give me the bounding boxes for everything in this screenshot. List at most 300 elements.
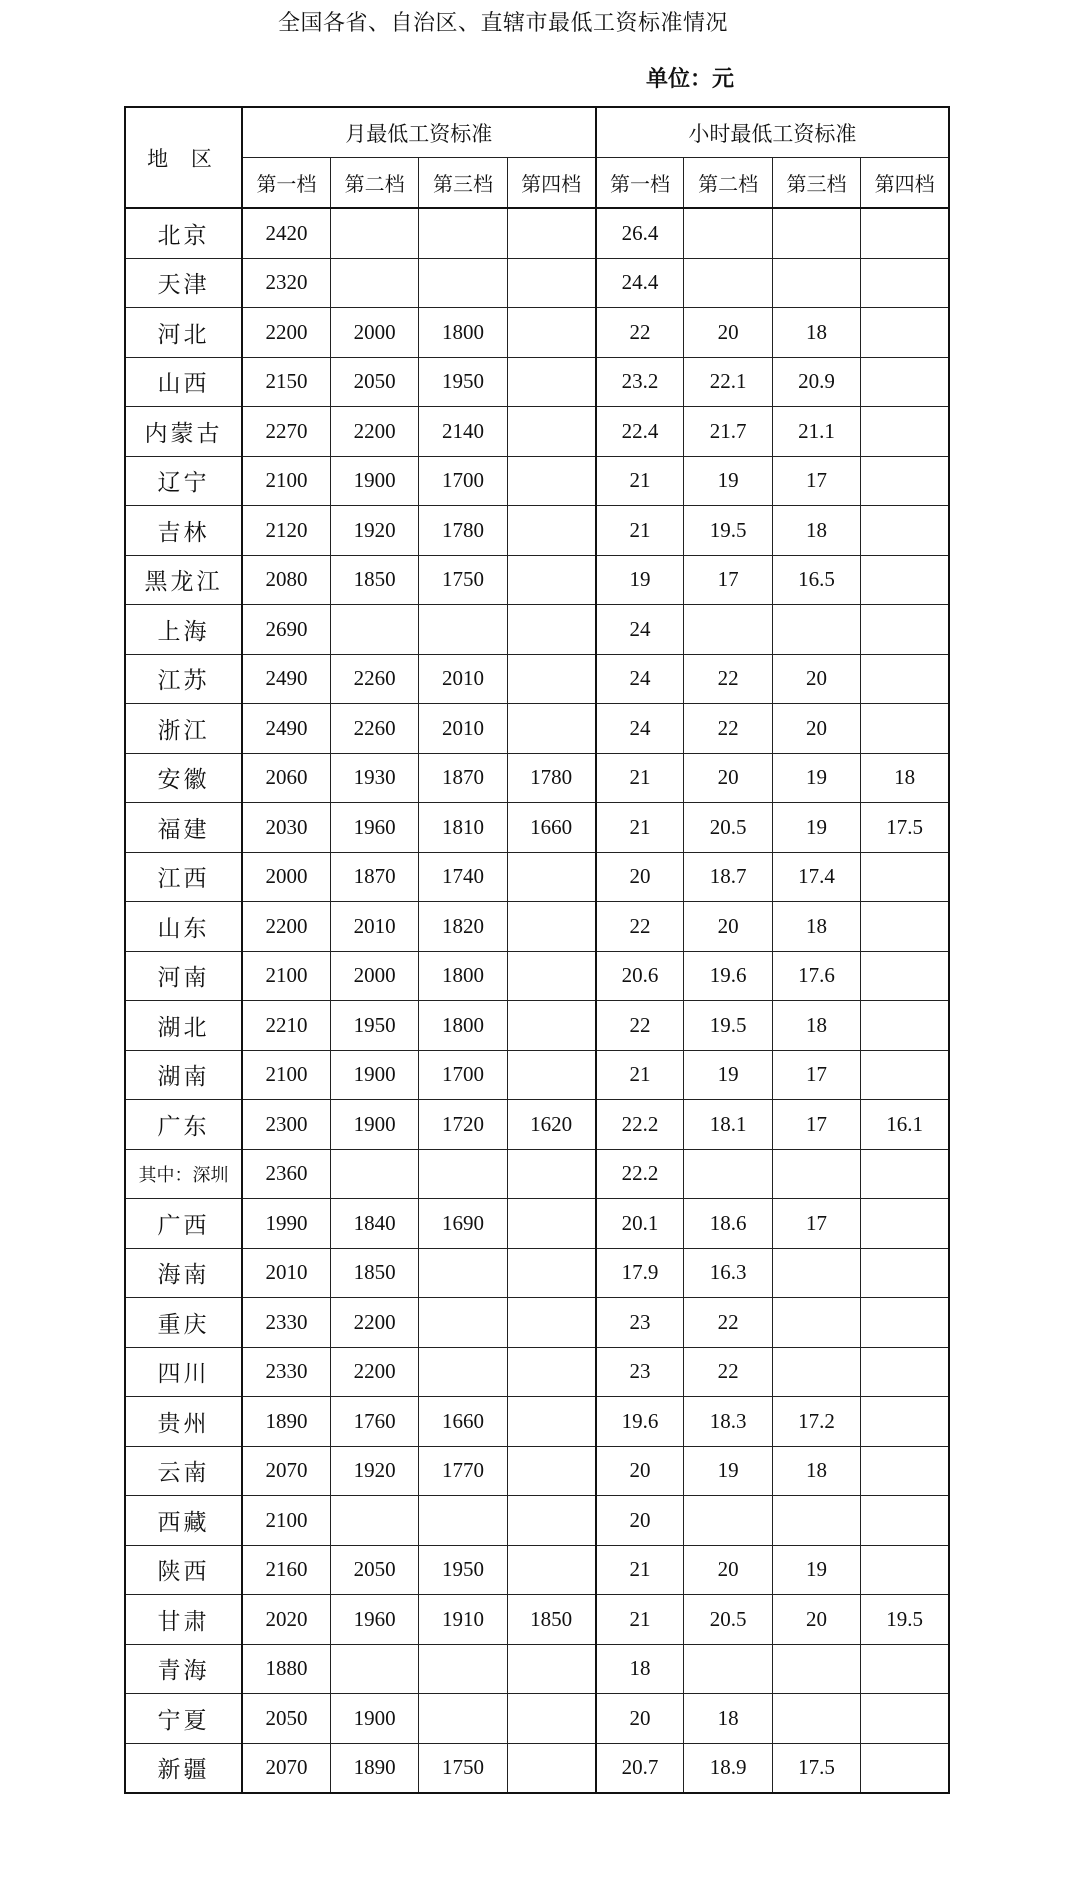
monthly-tier-2-cell: 1920 bbox=[330, 1446, 418, 1496]
monthly-tier-2-cell: 1850 bbox=[330, 1248, 418, 1298]
hourly-tier-2-cell: 21.7 bbox=[684, 407, 772, 457]
monthly-tier-1-cell: 2330 bbox=[242, 1347, 330, 1397]
monthly-tier-2-cell: 2260 bbox=[330, 704, 418, 754]
monthly-tier-2-cell: 1900 bbox=[330, 456, 418, 506]
hourly-tier-2-cell: 20 bbox=[684, 308, 772, 358]
monthly-tier-3-cell: 1690 bbox=[419, 1199, 507, 1249]
monthly-tier-1-cell: 2300 bbox=[242, 1100, 330, 1150]
hourly-tier-3-cell: 18 bbox=[772, 1446, 860, 1496]
region-column-header: 地 区 bbox=[125, 107, 242, 208]
hourly-tier-3-cell: 18 bbox=[772, 506, 860, 556]
hourly-tier-1-cell: 22.4 bbox=[596, 407, 684, 457]
monthly-tier-1-cell: 2100 bbox=[242, 1050, 330, 1100]
monthly-tier-2-cell bbox=[330, 1496, 418, 1546]
monthly-tier-1-cell: 1890 bbox=[242, 1397, 330, 1447]
table-row bbox=[125, 803, 949, 853]
monthly-tier-1-cell: 2070 bbox=[242, 1446, 330, 1496]
table-row bbox=[125, 1595, 949, 1645]
monthly-tier-2-cell: 1840 bbox=[330, 1199, 418, 1249]
hourly-tier-4-cell bbox=[861, 506, 949, 556]
region-cell: 新疆 bbox=[125, 1743, 242, 1793]
hourly-tier-1-cell: 20 bbox=[596, 1446, 684, 1496]
hourly-tier-3-cell: 19 bbox=[772, 1545, 860, 1595]
monthly-tier-3-cell bbox=[419, 1347, 507, 1397]
hourly-tier-2-cell: 19.5 bbox=[684, 1001, 772, 1051]
monthly-tier-4-cell bbox=[507, 1496, 595, 1546]
region-cell: 内蒙古 bbox=[125, 407, 242, 457]
table-row bbox=[125, 1100, 949, 1150]
monthly-tier-2-cell: 2260 bbox=[330, 654, 418, 704]
monthly-tier-4-cell bbox=[507, 1347, 595, 1397]
hourly-tier-4-cell bbox=[861, 1199, 949, 1249]
monthly-tier-3-cell: 1740 bbox=[419, 852, 507, 902]
hourly-tier-3-cell: 18 bbox=[772, 902, 860, 952]
monthly-tier-2-cell bbox=[330, 258, 418, 308]
hourly-tier-3-cell bbox=[772, 1496, 860, 1546]
monthly-tier-4-cell bbox=[507, 1545, 595, 1595]
hourly-tier-1-cell: 21 bbox=[596, 1050, 684, 1100]
hourly-tier-1-cell: 21 bbox=[596, 456, 684, 506]
hourly-tier-3-cell: 17 bbox=[772, 1050, 860, 1100]
monthly-tier-4-cell bbox=[507, 1397, 595, 1447]
region-cell: 河南 bbox=[125, 951, 242, 1001]
monthly-tier-4-cell: 1850 bbox=[507, 1595, 595, 1645]
hourly-tier-3-cell: 17 bbox=[772, 1100, 860, 1150]
hourly-tier-4-cell bbox=[861, 1397, 949, 1447]
hourly-tier-2-cell: 19 bbox=[684, 1446, 772, 1496]
region-cell: 青海 bbox=[125, 1644, 242, 1694]
table-row bbox=[125, 753, 949, 803]
hourly-tier-4-cell bbox=[861, 456, 949, 506]
hourly-tier-2-cell bbox=[684, 258, 772, 308]
hourly-tier-4-cell: 19.5 bbox=[861, 1595, 949, 1645]
hourly-tier-3-cell: 17.4 bbox=[772, 852, 860, 902]
monthly-tier-1-cell: 2200 bbox=[242, 902, 330, 952]
hourly-tier-2-cell: 20 bbox=[684, 902, 772, 952]
hourly-tier-3-cell: 17.2 bbox=[772, 1397, 860, 1447]
monthly-tier-2-cell bbox=[330, 208, 418, 258]
hourly-tier-1-cell: 21 bbox=[596, 753, 684, 803]
table-row bbox=[125, 1694, 949, 1744]
tier-header: 第二档 bbox=[330, 158, 418, 209]
monthly-tier-4-cell bbox=[507, 852, 595, 902]
hourly-tier-4-cell bbox=[861, 902, 949, 952]
hourly-tier-2-cell: 22.1 bbox=[684, 357, 772, 407]
monthly-tier-3-cell: 1910 bbox=[419, 1595, 507, 1645]
monthly-tier-2-cell bbox=[330, 1149, 418, 1199]
monthly-tier-2-cell: 1900 bbox=[330, 1050, 418, 1100]
monthly-group-header: 月最低工资标准 bbox=[242, 107, 596, 158]
monthly-tier-1-cell: 2420 bbox=[242, 208, 330, 258]
hourly-tier-2-cell: 18.1 bbox=[684, 1100, 772, 1150]
hourly-tier-3-cell bbox=[772, 1347, 860, 1397]
hourly-tier-1-cell: 21 bbox=[596, 1595, 684, 1645]
monthly-tier-1-cell: 2120 bbox=[242, 506, 330, 556]
monthly-tier-1-cell: 2360 bbox=[242, 1149, 330, 1199]
monthly-tier-1-cell: 2100 bbox=[242, 951, 330, 1001]
hourly-tier-1-cell: 18 bbox=[596, 1644, 684, 1694]
hourly-tier-1-cell: 20.6 bbox=[596, 951, 684, 1001]
monthly-tier-1-cell: 2050 bbox=[242, 1694, 330, 1744]
monthly-tier-4-cell bbox=[507, 605, 595, 655]
monthly-tier-2-cell: 2200 bbox=[330, 1298, 418, 1348]
unit-label: 单位：元 bbox=[646, 67, 735, 92]
monthly-tier-4-cell bbox=[507, 258, 595, 308]
hourly-tier-2-cell: 20 bbox=[684, 1545, 772, 1595]
table-row bbox=[125, 308, 949, 358]
hourly-tier-2-cell: 19 bbox=[684, 456, 772, 506]
monthly-tier-3-cell: 1780 bbox=[419, 506, 507, 556]
monthly-tier-4-cell: 1620 bbox=[507, 1100, 595, 1150]
monthly-tier-4-cell: 1780 bbox=[507, 753, 595, 803]
hourly-tier-1-cell: 19.6 bbox=[596, 1397, 684, 1447]
monthly-tier-3-cell: 1810 bbox=[419, 803, 507, 853]
table-body bbox=[125, 208, 949, 1793]
monthly-tier-1-cell: 2070 bbox=[242, 1743, 330, 1793]
hourly-tier-1-cell: 22 bbox=[596, 308, 684, 358]
region-cell: 浙江 bbox=[125, 704, 242, 754]
monthly-tier-1-cell: 2270 bbox=[242, 407, 330, 457]
monthly-tier-3-cell: 2010 bbox=[419, 704, 507, 754]
hourly-tier-4-cell: 16.1 bbox=[861, 1100, 949, 1150]
monthly-tier-3-cell: 1700 bbox=[419, 1050, 507, 1100]
table-row bbox=[125, 1397, 949, 1447]
hourly-tier-3-cell bbox=[772, 258, 860, 308]
monthly-tier-4-cell bbox=[507, 1743, 595, 1793]
monthly-tier-1-cell: 2490 bbox=[242, 654, 330, 704]
tier-header: 第四档 bbox=[861, 158, 949, 209]
table-row bbox=[125, 407, 949, 457]
monthly-tier-4-cell bbox=[507, 1446, 595, 1496]
hourly-tier-1-cell: 21 bbox=[596, 803, 684, 853]
monthly-tier-1-cell: 2030 bbox=[242, 803, 330, 853]
monthly-tier-3-cell: 1950 bbox=[419, 357, 507, 407]
tier-header: 第三档 bbox=[772, 158, 860, 209]
region-cell: 吉林 bbox=[125, 506, 242, 556]
region-cell: 上海 bbox=[125, 605, 242, 655]
hourly-tier-1-cell: 23 bbox=[596, 1298, 684, 1348]
monthly-tier-3-cell: 2140 bbox=[419, 407, 507, 457]
hourly-tier-1-cell: 22 bbox=[596, 902, 684, 952]
monthly-tier-2-cell: 2200 bbox=[330, 1347, 418, 1397]
table-row bbox=[125, 506, 949, 556]
monthly-tier-1-cell: 2150 bbox=[242, 357, 330, 407]
monthly-tier-2-cell: 1850 bbox=[330, 555, 418, 605]
hourly-tier-4-cell bbox=[861, 1050, 949, 1100]
monthly-tier-2-cell: 1900 bbox=[330, 1100, 418, 1150]
monthly-tier-4-cell bbox=[507, 456, 595, 506]
hourly-tier-3-cell: 17.5 bbox=[772, 1743, 860, 1793]
hourly-tier-2-cell: 20 bbox=[684, 753, 772, 803]
hourly-tier-2-cell: 18 bbox=[684, 1694, 772, 1744]
monthly-tier-1-cell: 2160 bbox=[242, 1545, 330, 1595]
monthly-tier-3-cell: 2010 bbox=[419, 654, 507, 704]
table-row bbox=[125, 1545, 949, 1595]
hourly-tier-4-cell bbox=[861, 1694, 949, 1744]
table-row bbox=[125, 1644, 949, 1694]
monthly-tier-3-cell bbox=[419, 1248, 507, 1298]
region-cell: 山西 bbox=[125, 357, 242, 407]
monthly-tier-3-cell: 1800 bbox=[419, 308, 507, 358]
monthly-tier-1-cell: 2020 bbox=[242, 1595, 330, 1645]
hourly-tier-4-cell bbox=[861, 1347, 949, 1397]
region-cell: 贵州 bbox=[125, 1397, 242, 1447]
region-cell: 江苏 bbox=[125, 654, 242, 704]
table-row bbox=[125, 1199, 949, 1249]
monthly-tier-4-cell bbox=[507, 1001, 595, 1051]
monthly-tier-4-cell bbox=[507, 951, 595, 1001]
hourly-tier-3-cell bbox=[772, 208, 860, 258]
hourly-tier-1-cell: 26.4 bbox=[596, 208, 684, 258]
monthly-tier-3-cell bbox=[419, 1496, 507, 1546]
region-cell: 云南 bbox=[125, 1446, 242, 1496]
hourly-tier-3-cell bbox=[772, 1149, 860, 1199]
monthly-tier-4-cell bbox=[507, 1644, 595, 1694]
hourly-tier-2-cell bbox=[684, 605, 772, 655]
table-row bbox=[125, 605, 949, 655]
hourly-tier-3-cell bbox=[772, 1248, 860, 1298]
region-cell: 天津 bbox=[125, 258, 242, 308]
monthly-tier-1-cell: 2330 bbox=[242, 1298, 330, 1348]
monthly-tier-3-cell: 1800 bbox=[419, 951, 507, 1001]
hourly-tier-1-cell: 21 bbox=[596, 1545, 684, 1595]
table-row bbox=[125, 1446, 949, 1496]
hourly-tier-3-cell bbox=[772, 1644, 860, 1694]
hourly-tier-4-cell bbox=[861, 654, 949, 704]
hourly-tier-3-cell: 17 bbox=[772, 456, 860, 506]
monthly-tier-1-cell: 2100 bbox=[242, 1496, 330, 1546]
hourly-tier-4-cell bbox=[861, 704, 949, 754]
region-cell: 河北 bbox=[125, 308, 242, 358]
hourly-tier-2-cell: 20.5 bbox=[684, 803, 772, 853]
hourly-tier-4-cell bbox=[861, 951, 949, 1001]
region-cell: 湖南 bbox=[125, 1050, 242, 1100]
hourly-tier-2-cell bbox=[684, 1496, 772, 1546]
monthly-tier-2-cell: 2050 bbox=[330, 1545, 418, 1595]
hourly-tier-4-cell bbox=[861, 208, 949, 258]
hourly-tier-4-cell bbox=[861, 1446, 949, 1496]
hourly-tier-3-cell: 20 bbox=[772, 1595, 860, 1645]
hourly-tier-4-cell: 18 bbox=[861, 753, 949, 803]
hourly-tier-3-cell: 21.1 bbox=[772, 407, 860, 457]
hourly-tier-4-cell bbox=[861, 605, 949, 655]
hourly-tier-1-cell: 24.4 bbox=[596, 258, 684, 308]
hourly-tier-4-cell bbox=[861, 308, 949, 358]
monthly-tier-2-cell: 1930 bbox=[330, 753, 418, 803]
hourly-tier-3-cell bbox=[772, 1298, 860, 1348]
hourly-tier-1-cell: 23 bbox=[596, 1347, 684, 1397]
monthly-tier-1-cell: 2200 bbox=[242, 308, 330, 358]
hourly-tier-1-cell: 23.2 bbox=[596, 357, 684, 407]
hourly-tier-2-cell: 17 bbox=[684, 555, 772, 605]
monthly-tier-3-cell bbox=[419, 605, 507, 655]
monthly-tier-3-cell bbox=[419, 1149, 507, 1199]
hourly-tier-4-cell bbox=[861, 1298, 949, 1348]
hourly-tier-3-cell: 20 bbox=[772, 704, 860, 754]
table-row bbox=[125, 456, 949, 506]
region-cell: 西藏 bbox=[125, 1496, 242, 1546]
table-row bbox=[125, 555, 949, 605]
hourly-tier-1-cell: 20 bbox=[596, 1694, 684, 1744]
hourly-tier-4-cell bbox=[861, 1496, 949, 1546]
hourly-tier-1-cell: 19 bbox=[596, 555, 684, 605]
monthly-tier-1-cell: 1990 bbox=[242, 1199, 330, 1249]
region-cell: 湖北 bbox=[125, 1001, 242, 1051]
hourly-tier-2-cell: 18.7 bbox=[684, 852, 772, 902]
hourly-tier-3-cell: 19 bbox=[772, 753, 860, 803]
monthly-tier-1-cell: 1880 bbox=[242, 1644, 330, 1694]
hourly-tier-2-cell: 16.3 bbox=[684, 1248, 772, 1298]
region-cell: 北京 bbox=[125, 208, 242, 258]
region-cell: 甘肃 bbox=[125, 1595, 242, 1645]
hourly-tier-1-cell: 22 bbox=[596, 1001, 684, 1051]
minimum-wage-table bbox=[124, 106, 950, 1794]
hourly-tier-1-cell: 22.2 bbox=[596, 1149, 684, 1199]
monthly-tier-3-cell: 1660 bbox=[419, 1397, 507, 1447]
hourly-tier-2-cell: 22 bbox=[684, 1347, 772, 1397]
monthly-tier-3-cell: 1750 bbox=[419, 555, 507, 605]
hourly-tier-2-cell: 19.6 bbox=[684, 951, 772, 1001]
monthly-tier-4-cell bbox=[507, 407, 595, 457]
monthly-tier-3-cell: 1750 bbox=[419, 1743, 507, 1793]
monthly-tier-2-cell: 1890 bbox=[330, 1743, 418, 1793]
monthly-tier-2-cell: 1870 bbox=[330, 852, 418, 902]
monthly-tier-2-cell: 1900 bbox=[330, 1694, 418, 1744]
region-cell: 江西 bbox=[125, 852, 242, 902]
monthly-tier-4-cell bbox=[507, 1694, 595, 1744]
monthly-tier-4-cell bbox=[507, 1248, 595, 1298]
hourly-tier-2-cell bbox=[684, 1644, 772, 1694]
monthly-tier-4-cell bbox=[507, 1149, 595, 1199]
region-cell: 宁夏 bbox=[125, 1694, 242, 1744]
monthly-tier-1-cell: 2000 bbox=[242, 852, 330, 902]
hourly-tier-2-cell: 19.5 bbox=[684, 506, 772, 556]
hourly-tier-4-cell bbox=[861, 1248, 949, 1298]
hourly-tier-3-cell: 19 bbox=[772, 803, 860, 853]
region-cell: 广西 bbox=[125, 1199, 242, 1249]
table-row bbox=[125, 258, 949, 308]
hourly-tier-3-cell: 17 bbox=[772, 1199, 860, 1249]
monthly-tier-2-cell: 1920 bbox=[330, 506, 418, 556]
table-row bbox=[125, 1248, 949, 1298]
table-row bbox=[125, 1050, 949, 1100]
region-cell: 陕西 bbox=[125, 1545, 242, 1595]
hourly-tier-1-cell: 24 bbox=[596, 654, 684, 704]
monthly-tier-2-cell: 2200 bbox=[330, 407, 418, 457]
hourly-tier-4-cell bbox=[861, 555, 949, 605]
region-cell: 四川 bbox=[125, 1347, 242, 1397]
tier-header: 第三档 bbox=[419, 158, 507, 209]
hourly-tier-3-cell: 17.6 bbox=[772, 951, 860, 1001]
tier-header: 第二档 bbox=[684, 158, 772, 209]
hourly-tier-4-cell bbox=[861, 1149, 949, 1199]
monthly-tier-2-cell: 1760 bbox=[330, 1397, 418, 1447]
hourly-tier-1-cell: 20 bbox=[596, 852, 684, 902]
monthly-tier-4-cell bbox=[507, 308, 595, 358]
hourly-tier-1-cell: 20.7 bbox=[596, 1743, 684, 1793]
monthly-tier-2-cell: 2050 bbox=[330, 357, 418, 407]
region-cell: 福建 bbox=[125, 803, 242, 853]
region-cell: 山东 bbox=[125, 902, 242, 952]
monthly-tier-1-cell: 2100 bbox=[242, 456, 330, 506]
hourly-tier-2-cell: 22 bbox=[684, 654, 772, 704]
monthly-tier-2-cell: 1950 bbox=[330, 1001, 418, 1051]
monthly-tier-2-cell: 2000 bbox=[330, 951, 418, 1001]
hourly-tier-2-cell bbox=[684, 1149, 772, 1199]
monthly-tier-3-cell: 1870 bbox=[419, 753, 507, 803]
monthly-tier-2-cell: 1960 bbox=[330, 803, 418, 853]
monthly-tier-2-cell: 1960 bbox=[330, 1595, 418, 1645]
monthly-tier-3-cell: 1770 bbox=[419, 1446, 507, 1496]
region-cell: 海南 bbox=[125, 1248, 242, 1298]
hourly-tier-1-cell: 22.2 bbox=[596, 1100, 684, 1150]
monthly-tier-2-cell bbox=[330, 605, 418, 655]
monthly-tier-4-cell bbox=[507, 902, 595, 952]
table-row bbox=[125, 1496, 949, 1546]
monthly-tier-4-cell bbox=[507, 1298, 595, 1348]
region-cell: 重庆 bbox=[125, 1298, 242, 1348]
monthly-tier-1-cell: 2080 bbox=[242, 555, 330, 605]
region-cell: 安徽 bbox=[125, 753, 242, 803]
hourly-tier-2-cell bbox=[684, 208, 772, 258]
table-row bbox=[125, 1347, 949, 1397]
hourly-tier-4-cell bbox=[861, 258, 949, 308]
tier-header: 第四档 bbox=[507, 158, 595, 209]
monthly-tier-3-cell: 1820 bbox=[419, 902, 507, 952]
hourly-tier-1-cell: 20 bbox=[596, 1496, 684, 1546]
hourly-tier-2-cell: 18.6 bbox=[684, 1199, 772, 1249]
monthly-tier-4-cell bbox=[507, 1050, 595, 1100]
hourly-tier-1-cell: 20.1 bbox=[596, 1199, 684, 1249]
monthly-tier-1-cell: 2210 bbox=[242, 1001, 330, 1051]
hourly-tier-2-cell: 19 bbox=[684, 1050, 772, 1100]
hourly-group-header: 小时最低工资标准 bbox=[596, 107, 950, 158]
tier-header: 第一档 bbox=[596, 158, 684, 209]
monthly-tier-2-cell bbox=[330, 1644, 418, 1694]
hourly-tier-4-cell bbox=[861, 1001, 949, 1051]
tier-header: 第一档 bbox=[242, 158, 330, 209]
hourly-tier-4-cell bbox=[861, 1644, 949, 1694]
table-row bbox=[125, 357, 949, 407]
monthly-tier-1-cell: 2060 bbox=[242, 753, 330, 803]
hourly-tier-4-cell: 17.5 bbox=[861, 803, 949, 853]
table-row bbox=[125, 902, 949, 952]
hourly-tier-1-cell: 24 bbox=[596, 605, 684, 655]
hourly-tier-3-cell: 18 bbox=[772, 1001, 860, 1051]
hourly-tier-3-cell: 20.9 bbox=[772, 357, 860, 407]
table-row bbox=[125, 1743, 949, 1793]
table-row bbox=[125, 1149, 949, 1199]
monthly-tier-3-cell bbox=[419, 1694, 507, 1744]
hourly-tier-2-cell: 22 bbox=[684, 704, 772, 754]
hourly-tier-2-cell: 18.3 bbox=[684, 1397, 772, 1447]
monthly-tier-3-cell: 1950 bbox=[419, 1545, 507, 1595]
page-title: 全国各省、自治区、直辖市最低工资标准情况 bbox=[278, 11, 729, 36]
table-row bbox=[125, 1001, 949, 1051]
hourly-tier-3-cell: 16.5 bbox=[772, 555, 860, 605]
monthly-tier-4-cell bbox=[507, 357, 595, 407]
monthly-tier-2-cell: 2000 bbox=[330, 308, 418, 358]
monthly-tier-4-cell bbox=[507, 208, 595, 258]
monthly-tier-3-cell bbox=[419, 1298, 507, 1348]
monthly-tier-3-cell bbox=[419, 208, 507, 258]
hourly-tier-4-cell bbox=[861, 407, 949, 457]
monthly-tier-3-cell: 1800 bbox=[419, 1001, 507, 1051]
region-cell: 其中：深圳 bbox=[125, 1149, 242, 1199]
table-row bbox=[125, 208, 949, 258]
hourly-tier-2-cell: 22 bbox=[684, 1298, 772, 1348]
monthly-tier-4-cell bbox=[507, 654, 595, 704]
